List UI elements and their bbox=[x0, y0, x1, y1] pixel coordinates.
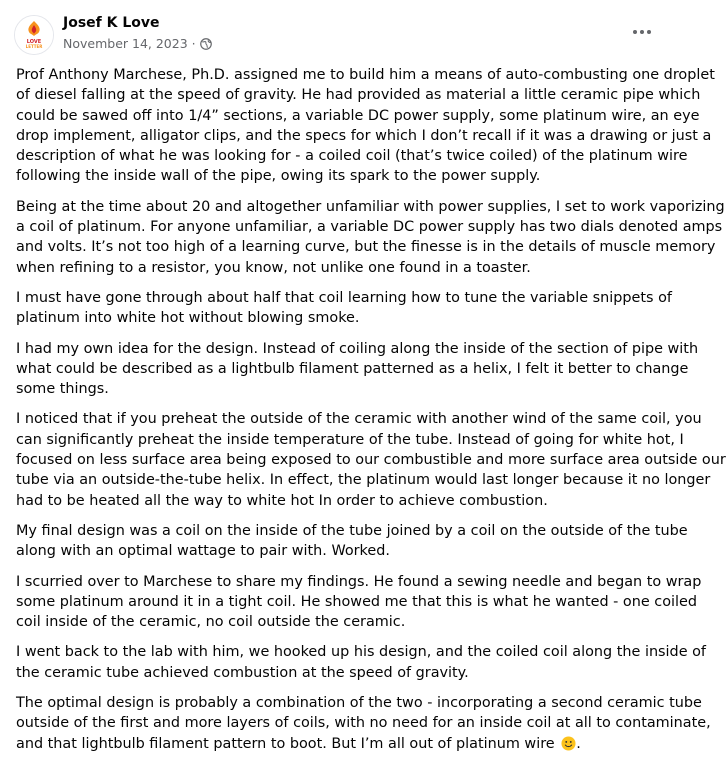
paragraph bbox=[16, 642, 706, 683]
paragraph bbox=[16, 288, 672, 329]
text-line: following the inside wall of the pipe, owing its spark to the power supply. bbox=[16, 168, 541, 185]
text-line: some things. bbox=[16, 381, 109, 398]
paragraph bbox=[16, 197, 725, 278]
more-options-icon[interactable] bbox=[630, 22, 654, 42]
text-line: along with an optimal wattage to pair with. Worked. bbox=[16, 543, 390, 560]
more-dot bbox=[647, 30, 651, 34]
text-line: what could be described as a lightbulb filament patterned as a helix, I felt it better to change bbox=[16, 360, 689, 377]
text-line: platinum into white hot without blowing smoke. bbox=[16, 310, 360, 327]
paragraph bbox=[16, 572, 702, 633]
text-line: The optimal design is probably a combination of the two - incorporating a second ceramic tube bbox=[16, 695, 702, 712]
avatar[interactable] bbox=[14, 15, 54, 55]
paragraph bbox=[16, 521, 688, 562]
more-dot bbox=[640, 30, 644, 34]
text-line: Prof Anthony Marchese, Ph.D. assigned me to build him a means of auto-combusting one droplet bbox=[16, 67, 715, 83]
text-line: when refining to a resistor, you know, not unlike one found in a toaster. bbox=[16, 259, 531, 276]
text-line: drop implement, alligator clips, and the specs for which I don’t recall if it was a drawing or just a bbox=[16, 127, 712, 144]
text-line: had to be heated all the way to white hot In order to achieve combustion. bbox=[16, 492, 548, 509]
love-letter-logo bbox=[15, 16, 53, 54]
paragraph bbox=[16, 339, 699, 400]
post-date[interactable]: November 14, 2023 bbox=[63, 36, 188, 51]
text-line: description of what he was looking for - a coiled coil (that’s twice coiled) of the platinum wire bbox=[16, 148, 688, 165]
text-line: I must have gone through about half that coil learning how to tune the variable snippets of bbox=[16, 289, 672, 306]
text-line: My final design was a coil on the inside of the tube joined by a coil on the outside of the tube bbox=[16, 522, 688, 539]
post-meta bbox=[63, 36, 212, 52]
text-fragment: and that lightbulb filament pattern to boot. But I’m all out of platinum wire bbox=[16, 735, 555, 752]
text-line: I noticed that if you preheat the outside of the ceramic with another wind of the same coil, you bbox=[16, 411, 702, 428]
text-line: I scurried over to Marchese to share my findings. He found a sewing needle and began to wrap bbox=[16, 573, 702, 590]
globe-icon[interactable] bbox=[200, 38, 212, 50]
more-dot bbox=[633, 30, 637, 34]
author-name[interactable]: Josef K Love bbox=[63, 15, 160, 31]
text-line: outside of the first and more layers of coils, with no need for an inside coil at all to contaminate, bbox=[16, 715, 711, 732]
meta-separator: · bbox=[191, 36, 196, 51]
text-line: could be sawed off into 1/4” sections, a variable DC power supply, some platinum wire, an eye bbox=[16, 107, 700, 124]
text-line: some platinum around it in a tight coil. He showed me that this is what he wanted - one coiled bbox=[16, 593, 697, 610]
text-line: can significantly preheat the inside temperature of the tube. Instead of going for white hot, I bbox=[16, 431, 684, 448]
text-line: Being at the time about 20 and altogether unfamiliar with power supplies, I set to work vaporizing bbox=[16, 198, 725, 215]
logo-text-bottom: LETTER bbox=[25, 44, 43, 49]
text-fragment: . bbox=[576, 735, 581, 752]
paragraph bbox=[16, 409, 726, 510]
text-line: and volts. It’s not too high of a learning curve, but the finesse is in the details of muscle memory bbox=[16, 239, 716, 256]
text-line: tube via an outside-the-tube helix. In effect, the platinum would last longer because it no longer bbox=[16, 472, 711, 489]
text-line: focused on less surface area being exposed to our combustible and more surface area outside our bbox=[16, 452, 726, 469]
logo-text-top: LOVE bbox=[26, 39, 42, 45]
text-line: I had my own idea for the design. Instead of coiling along the inside of the section of pipe with bbox=[16, 340, 699, 357]
post-header bbox=[0, 0, 674, 60]
post-body bbox=[16, 65, 726, 764]
text-line: the ceramic tube achieved combustion at the speed of gravity. bbox=[16, 664, 469, 681]
paragraph bbox=[16, 693, 711, 754]
text-line: I went back to the lab with him, we hooked up his design, and the coiled coil along the inside of bbox=[16, 644, 706, 661]
paragraph bbox=[16, 65, 715, 187]
text-line: a coil of platinum. For anyone unfamiliar, a variable DC power supply has two dials denoted amps bbox=[16, 219, 723, 236]
text-line: coil inside of the ceramic, no coil outside the ceramic. bbox=[16, 614, 406, 631]
text-line bbox=[16, 734, 668, 754]
slightly-smiling-face-emoji bbox=[561, 736, 576, 751]
text-line: of diesel falling at the speed of gravity. He had provided as material a little ceramic pipe which bbox=[16, 87, 701, 104]
